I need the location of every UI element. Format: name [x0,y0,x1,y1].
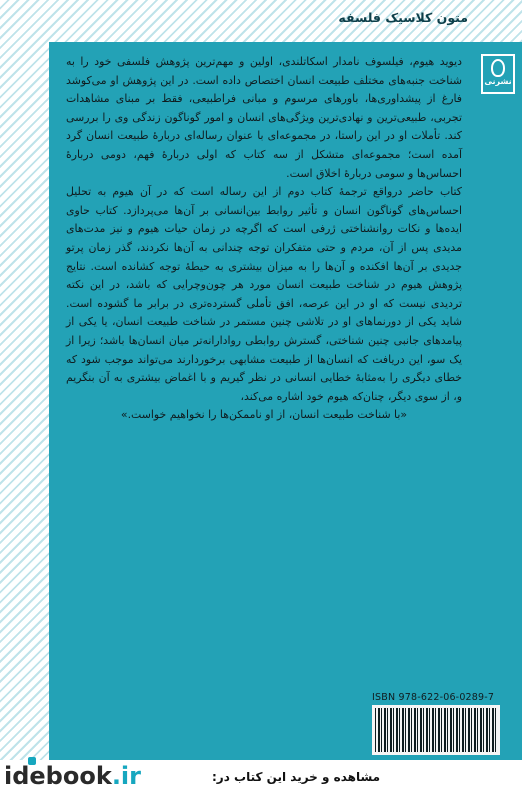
isbn-number: ISBN 978-622-06-0289-7 [372,692,495,703]
publisher-logo [481,54,515,94]
blurb-paragraph-1: دیوید هیوم، فیلسوف نامدار اسکاتلندی، اولین و مهم‌ترین پژوهش فلسفی خود را به شناخت جنبه‌های مختلف طبیعت انسان اختصاص داده است. در این پژوهش او می‌کوشد فارغ از پیشداوری‌ها، باورهای مرسوم و مبانی فراطبیعی، فقط بر مبنای مشاهدات تجربی، طبیعی‌ترین و نهادی‌ترین ویژگی‌های انسان و امور گوناگون زندگی وی را بررسی کند. تأملات او در این راستا، در مجموعه‌ای با عنوان رساله‌ای دربارهٔ طبیعت انسان گرد آمده است؛ مجموعه‌ای متشکل از سه کتاب که اولی دربارهٔ فهم، دومی دربارهٔ احساس‌ها و سومی دربارهٔ اخلاق است. [66,55,462,180]
series-title: متون کلاسیک فلسفه [338,10,468,25]
blurb-paragraph-2: کتاب حاضر درواقع ترجمهٔ کتاب دوم از این رساله است که در آن هیوم به تحلیل احساس‌های گوناگون انسان و تأثیر روابط بین‌انسانی بر آن‌ها می‌پردازد. کتاب حاوی ایده‌ها و نکات روانشناختی ژرفی است که اگرچه در زمان حیات هیوم و نیز مدت‌های مدیدی پس از آن، مردم و حتی متفکران توجه چندانی به آن‌ها نکردند، گذر زمان پرتو جدیدی بر آن‌ها افکنده و آن‌ها را به میزان بیشتری به حیطهٔ توجه کشانده است. نتایج پژوهش هیوم در شناخت طبیعت انسان مورد هر چون‌وچرایی که باشد، در این نکته تردیدی نیست که او در این عرصه، افق تأملی گسترده‌تری در برابر ما گشوده است. شاید یکی از دورنماهای او در تلاشی چنین مستمر در شناخت طبیعت انسان، یا یکی از پیامدهای جانبی چنین شناختی، گسترش روابطی روادارانه‌تر میان انسان‌ها باشد؛ زیرا از یک سو، این دریافت که انسان‌ها از طبیعت مشابهی برخوردارند می‌تواند موجب شود که خطای دیگری را به‌مثابهٔ خطایی انسانی در نظر گیریم و با اغماض بیشتری به آن بنگریم و، از سوی دیگر، چنان‌که هیوم خود اشاره می‌کند، [66,185,462,403]
site-logo[interactable] [4,762,141,790]
buy-prompt: مشاهده و خرید این کتاب در: [212,770,381,784]
site-tld: .ir [111,762,141,790]
blurb-quote: «با شناخت طبیعت انسان، از او ناممکن‌ها را نخواهیم خواست.» [120,408,408,422]
nut-icon [491,59,505,77]
blurb-text [66,53,462,425]
barcode [372,705,500,755]
watermark-footer [0,760,522,800]
publisher-name: نشرنی [484,77,512,86]
site-name: idebook [4,762,112,790]
